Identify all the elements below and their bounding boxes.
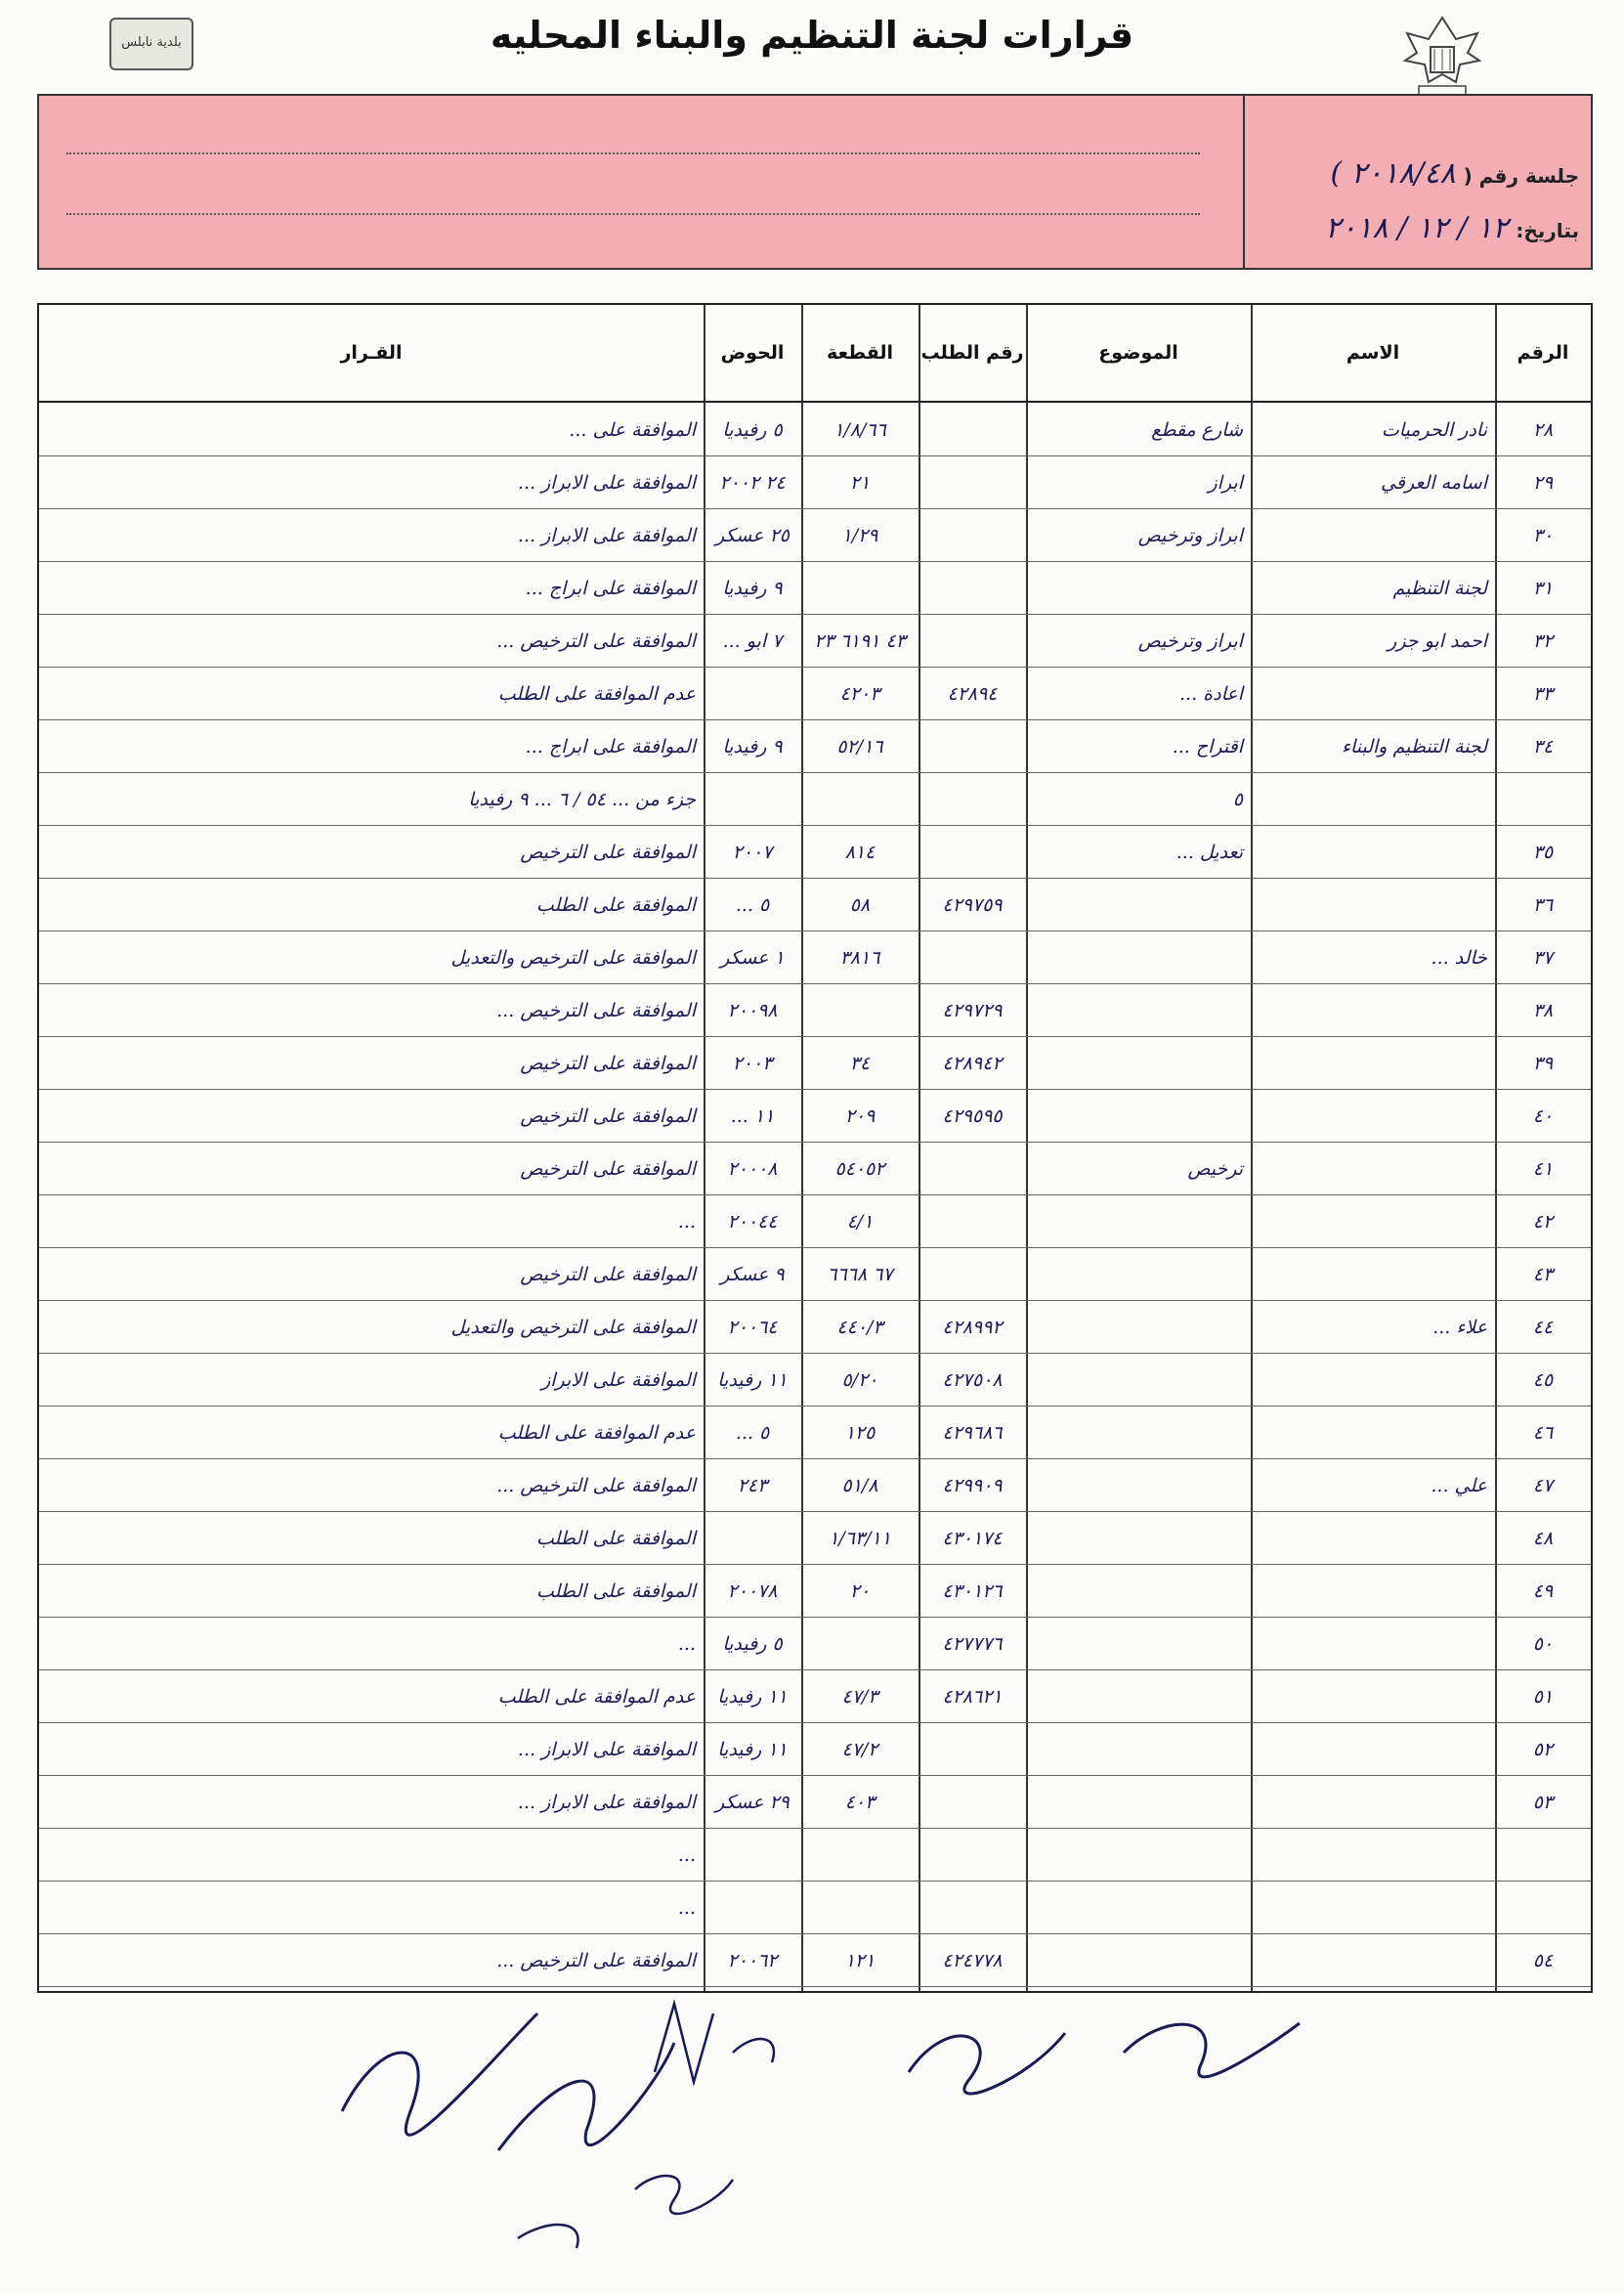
cell-decision: الموافقة على الطلب <box>535 1580 696 1602</box>
cell-parcel: ٤/١ <box>846 1210 874 1233</box>
cell-parcel: ٤٧/٣ <box>841 1685 878 1708</box>
cell-subject: اعادة ... <box>1179 682 1243 705</box>
cell-decision: الموافقة على ... <box>569 418 696 441</box>
cell-basin: ٢٠٠٣ <box>732 1052 773 1074</box>
cell-basin: ٢٠٠٧٨ <box>727 1580 778 1602</box>
cell-basin: ٥ ... <box>735 1421 770 1444</box>
cell-basin: ٢٤ ٢٠٠٢ <box>719 471 786 494</box>
session-number: جلسة رقم (٢٠١٨/٤٨ ) <box>1330 156 1579 191</box>
cell-basin: ٥ ... <box>735 893 770 916</box>
cell-num: ٤٢ <box>1532 1210 1554 1233</box>
cell-subject <box>1026 988 1251 1032</box>
cell-req: ٤٢٧٥٠٨ <box>942 1368 1003 1391</box>
cell-name: احمد ابو جزر <box>1388 629 1487 652</box>
cell-basin: ٢٠٠٤٤ <box>727 1210 778 1233</box>
cell-parcel <box>801 777 919 821</box>
cell-basin: ٩ عسكر <box>720 1263 785 1285</box>
cell-parcel: ١/٦٣/١١ <box>829 1527 891 1549</box>
cell-name: اسامه العرقي <box>1380 471 1487 494</box>
cell-req <box>919 513 1026 557</box>
cell-decision: ... <box>677 1632 696 1655</box>
cell-req: ٤٢٨٦٢١ <box>942 1685 1003 1708</box>
cell-subject: اقتراح ... <box>1172 735 1243 757</box>
cell-decision: الموافقة على الابراز ... <box>517 524 696 546</box>
cell-subject <box>1026 935 1251 979</box>
cell-subject: ابراز <box>1208 471 1243 494</box>
cell-basin <box>704 777 801 821</box>
cell-basin: ٢٠٠٦٢ <box>727 1949 778 1971</box>
cell-name: علي ... <box>1431 1474 1487 1496</box>
cell-req: ٤٢٨٩٤ <box>947 682 998 705</box>
cell-req <box>919 1780 1026 1824</box>
cell-subject <box>1026 1358 1251 1402</box>
cell-req: ٤٢٩٦٨٦ <box>942 1421 1003 1444</box>
cell-req: ٤٢٩٧٥٩ <box>942 893 1003 916</box>
cell-num: ٥٣ <box>1532 1791 1554 1813</box>
cell-decision: الموافقة على الابراز <box>541 1368 696 1391</box>
cell-name <box>1251 1147 1495 1190</box>
column-header-parcel: القطعة <box>826 342 894 364</box>
cell-num: ٢٩ <box>1532 471 1554 494</box>
cell-subject <box>1026 1199 1251 1243</box>
cell-subject: ابراز وترخيص <box>1137 629 1243 652</box>
cell-subject: شارع مقطع <box>1151 418 1243 441</box>
cell-subject <box>1026 1569 1251 1613</box>
cell-parcel: ١٢٥ <box>844 1421 876 1444</box>
cell-decision: ... <box>677 1210 696 1233</box>
signatures <box>322 1994 1495 2287</box>
cell-name: علاء ... <box>1432 1316 1487 1338</box>
cell-num: ٣٧ <box>1532 946 1554 969</box>
cell-decision: الموافقة على الترخيص <box>520 841 696 863</box>
cell-name <box>1251 671 1495 715</box>
cell-parcel: ٤٧/٢ <box>841 1738 878 1760</box>
cell-decision: الموافقة على الترخيص ... <box>496 1474 696 1496</box>
cell-num: ٤٥ <box>1532 1368 1554 1391</box>
cell-name <box>1251 1041 1495 1085</box>
cell-name: لجنة التنظيم والبناء <box>1342 735 1487 757</box>
cell-parcel: ٥٢/١٦ <box>836 735 883 757</box>
cell-parcel: ٥/٢٠ <box>841 1368 878 1391</box>
cell-parcel: ٤٣ ٦١٩١ ٢٣ <box>814 629 906 652</box>
cell-decision: الموافقة على الترخيص <box>520 1104 696 1127</box>
cell-num: ٣٢ <box>1532 629 1554 652</box>
cell-parcel: ١/٢٩ <box>841 524 878 546</box>
session-info <box>1251 96 1585 268</box>
cell-decision: الموافقة على الابراز ... <box>517 1791 696 1813</box>
cell-basin: ٢٠٠٦٤ <box>727 1316 778 1338</box>
column-header-num: الرقم <box>1517 342 1569 364</box>
cell-decision: الموافقة على الترخيص والتعديل <box>450 1316 696 1338</box>
cell-name <box>1251 830 1495 874</box>
cell-parcel: ٢١ <box>849 471 871 494</box>
cell-basin: ٧ ابو ... <box>722 629 783 652</box>
cell-basin: ٢٥ عسكر <box>715 524 790 546</box>
cell-basin: ٩ رفيديا <box>722 577 783 599</box>
cell-req: ٤٢٩٧٢٩ <box>942 999 1003 1021</box>
cell-req: ٤٣٠١٢٦ <box>942 1580 1003 1602</box>
cell-name <box>1251 883 1495 927</box>
cell-basin: ٢٤٣ <box>737 1474 768 1496</box>
cell-req <box>919 830 1026 874</box>
cell-subject <box>1026 566 1251 610</box>
cell-num: ٤٣ <box>1532 1263 1554 1285</box>
cell-req: ٤٢٤٧٧٨ <box>942 1949 1003 1971</box>
cell-decision: ... <box>677 1896 696 1919</box>
municipality-logo <box>109 18 193 70</box>
column-header-basin: الحوض <box>720 342 785 364</box>
decisions-table <box>37 303 1593 1993</box>
cell-num: ٥١ <box>1532 1685 1554 1708</box>
cell-parcel: ٤٢٠٣ <box>839 682 880 705</box>
cell-num: ٤٨ <box>1532 1527 1554 1549</box>
cell-parcel: ٣٤ <box>849 1052 871 1074</box>
cell-parcel: ٤٤٠/٣ <box>836 1316 883 1338</box>
cell-parcel: ٥٤٠٥٢ <box>834 1157 885 1180</box>
cell-subject <box>1026 1041 1251 1085</box>
cell-num: ٣٠ <box>1532 524 1554 546</box>
cell-parcel: ٢٠٩ <box>844 1104 876 1127</box>
cell-parcel: ٦٧ ٦٦٦٨ <box>827 1263 893 1285</box>
cell-decision: الموافقة على الترخيص والتعديل <box>450 946 696 969</box>
cell-parcel <box>801 988 919 1032</box>
cell-decision: عدم الموافقة على الطلب <box>497 1685 696 1708</box>
cell-num: ٣٥ <box>1532 841 1554 863</box>
cell-parcel: ١٢١ <box>844 1949 876 1971</box>
cell-num: ٣٣ <box>1532 682 1554 705</box>
cell-basin: ١١ ... <box>730 1104 775 1127</box>
cell-decision: الموافقة على الطلب <box>535 1527 696 1549</box>
cell-num: ٢٨ <box>1532 418 1554 441</box>
cell-subject <box>1026 1833 1251 1877</box>
cell-num <box>1495 1833 1591 1877</box>
cell-decision: الموافقة على الابراز ... <box>517 1738 696 1760</box>
cell-decision: الموافقة على الابراز ... <box>517 471 696 494</box>
cell-subject <box>1026 1516 1251 1560</box>
cell-req <box>919 935 1026 979</box>
cell-req <box>919 724 1026 768</box>
cell-decision: الموافقة على الترخيص <box>520 1157 696 1180</box>
cell-name: خالد ... <box>1431 946 1487 969</box>
cell-decision: الموافقة على الترخيص ... <box>496 999 696 1021</box>
cell-num: ٣٦ <box>1532 893 1554 916</box>
cell-req <box>919 566 1026 610</box>
cell-name <box>1251 1674 1495 1718</box>
cell-parcel: ٣٨١٦ <box>839 946 880 969</box>
cell-basin: ١١ رفيديا <box>717 1685 788 1708</box>
cell-req <box>919 1147 1026 1190</box>
cell-decision: ... <box>677 1843 696 1866</box>
cell-name <box>1251 1938 1495 1982</box>
cell-subject: تعديل ... <box>1175 841 1243 863</box>
cell-subject <box>1026 1727 1251 1771</box>
cell-name <box>1251 1885 1495 1929</box>
cell-subject <box>1026 1463 1251 1507</box>
cell-parcel: ٨١٤ <box>844 841 876 863</box>
cell-num: ٤٦ <box>1532 1421 1554 1444</box>
cell-name <box>1251 513 1495 557</box>
cell-num: ٣١ <box>1532 577 1554 599</box>
cell-parcel: ٢٠ <box>849 1580 871 1602</box>
cell-subject <box>1026 1410 1251 1454</box>
cell-subject <box>1026 1885 1251 1929</box>
cell-basin <box>704 671 801 715</box>
cell-subject: ترخيص <box>1187 1157 1243 1180</box>
cell-num <box>1495 1885 1591 1929</box>
cell-name <box>1251 1622 1495 1666</box>
cell-decision: الموافقة على ابراج ... <box>525 735 696 757</box>
cell-subject <box>1026 1305 1251 1349</box>
cell-subject <box>1026 1674 1251 1718</box>
cell-basin: ١١ رفيديا <box>717 1738 788 1760</box>
cell-num <box>1495 777 1591 821</box>
cell-parcel: ٤٠٣ <box>844 1791 876 1813</box>
cell-name <box>1251 1094 1495 1138</box>
cell-num: ٣٤ <box>1532 735 1554 757</box>
cell-num: ٤٤ <box>1532 1316 1554 1338</box>
cell-req <box>919 1199 1026 1243</box>
cell-req: ٤٢٨٩٩٢ <box>942 1316 1003 1338</box>
cell-req <box>919 408 1026 452</box>
cell-name <box>1251 1410 1495 1454</box>
cell-decision: عدم الموافقة على الطلب <box>497 682 696 705</box>
cell-num: ٥٠ <box>1532 1632 1554 1655</box>
cell-subject <box>1026 883 1251 927</box>
cell-num: ٥٤ <box>1532 1949 1554 1971</box>
cell-decision: الموافقة على الترخيص ... <box>496 1949 696 1971</box>
cell-name <box>1251 1199 1495 1243</box>
column-header-subject: الموضوع <box>1098 342 1178 364</box>
cell-subject <box>1026 1938 1251 1982</box>
cell-parcel <box>801 566 919 610</box>
cell-num: ٤١ <box>1532 1157 1554 1180</box>
cell-req <box>919 1885 1026 1929</box>
cell-basin: ١١ رفيديا <box>717 1368 788 1391</box>
cell-parcel <box>801 1885 919 1929</box>
cell-name <box>1251 1516 1495 1560</box>
cell-decision: عدم الموافقة على الطلب <box>497 1421 696 1444</box>
cell-req <box>919 1833 1026 1877</box>
cell-req <box>919 619 1026 663</box>
cell-req: ٤٣٠١٧٤ <box>942 1527 1003 1549</box>
cell-subject <box>1026 1094 1251 1138</box>
cell-subject: ابراز وترخيص <box>1137 524 1243 546</box>
cell-req <box>919 1252 1026 1296</box>
cell-parcel: ٥١/٨ <box>841 1474 878 1496</box>
cell-parcel <box>801 1833 919 1877</box>
cell-name <box>1251 1252 1495 1296</box>
cell-name <box>1251 1780 1495 1824</box>
cell-subject <box>1026 1780 1251 1824</box>
cell-decision: الموافقة على الترخيص ... <box>496 629 696 652</box>
cell-name: لجنة التنظيم <box>1392 577 1487 599</box>
cell-num: ٣٨ <box>1532 999 1554 1021</box>
cell-decision: الموافقة على الترخيص <box>520 1052 696 1074</box>
cell-num: ٤٩ <box>1532 1580 1554 1602</box>
cell-req <box>919 1727 1026 1771</box>
cell-basin: ٢٠٠٧ <box>732 841 773 863</box>
cell-basin: ٩ رفيديا <box>722 735 783 757</box>
cell-basin <box>704 1516 801 1560</box>
cell-basin <box>704 1885 801 1929</box>
cell-basin <box>704 1833 801 1877</box>
cell-basin: ٢٠٠٠٨ <box>727 1157 778 1180</box>
session-date: بتاريخ:١٢ / ١٢ / ٢٠١٨ <box>1325 211 1579 245</box>
column-header-decision: القـرار <box>340 342 403 364</box>
cell-name <box>1251 777 1495 821</box>
cell-num: ٣٩ <box>1532 1052 1554 1074</box>
cell-basin: ٥ رفيديا <box>722 418 783 441</box>
cell-req <box>919 460 1026 504</box>
cell-basin: ٢٩ عسكر <box>715 1791 790 1813</box>
cell-decision: الموافقة على الطلب <box>535 893 696 916</box>
cell-name <box>1251 1569 1495 1613</box>
cell-req: ٤٢٨٩٤٢ <box>942 1052 1003 1074</box>
session-box <box>37 94 1593 270</box>
cell-subject <box>1026 1252 1251 1296</box>
cell-name <box>1251 1833 1495 1877</box>
cell-req: ٤٢٧٧٧٦ <box>942 1632 1003 1655</box>
cell-subject: ٥ <box>1232 788 1243 810</box>
cell-decision: الموافقة على ابراج ... <box>525 577 696 599</box>
cell-decision: الموافقة على الترخيص <box>520 1263 696 1285</box>
cell-parcel: ٥٨ <box>849 893 871 916</box>
cell-name <box>1251 1358 1495 1402</box>
cell-req <box>919 777 1026 821</box>
cell-parcel <box>801 1622 919 1666</box>
cell-basin: ١ عسكر <box>720 946 785 969</box>
column-header-name: الاسم <box>1346 342 1400 364</box>
cell-basin: ٥ رفيديا <box>722 1632 783 1655</box>
cell-name: نادر الحرميات <box>1381 418 1487 441</box>
cell-num: ٤٧ <box>1532 1474 1554 1496</box>
cell-num: ٥٢ <box>1532 1738 1554 1760</box>
cell-req: ٤٢٩٩٠٩ <box>942 1474 1003 1496</box>
cell-subject <box>1026 1622 1251 1666</box>
cell-decision: جزء من ... ٥٤ / ٦ ... ٩ رفيديا <box>468 788 696 810</box>
cell-basin: ٢٠٠٩٨ <box>727 999 778 1021</box>
cell-name <box>1251 988 1495 1032</box>
page-title: قرارات لجنة التنظيم والبناء المحليه <box>490 14 1134 57</box>
cell-parcel: ١/٨/٦٦ <box>833 418 886 441</box>
eagle-emblem-icon <box>1399 10 1485 100</box>
cell-name <box>1251 1727 1495 1771</box>
column-header-req: رقم الطلب <box>920 342 1024 364</box>
cell-num: ٤٠ <box>1532 1104 1554 1127</box>
cell-req: ٤٢٩٥٩٥ <box>942 1104 1003 1127</box>
logo-text: بلدية نابلس <box>121 35 182 50</box>
